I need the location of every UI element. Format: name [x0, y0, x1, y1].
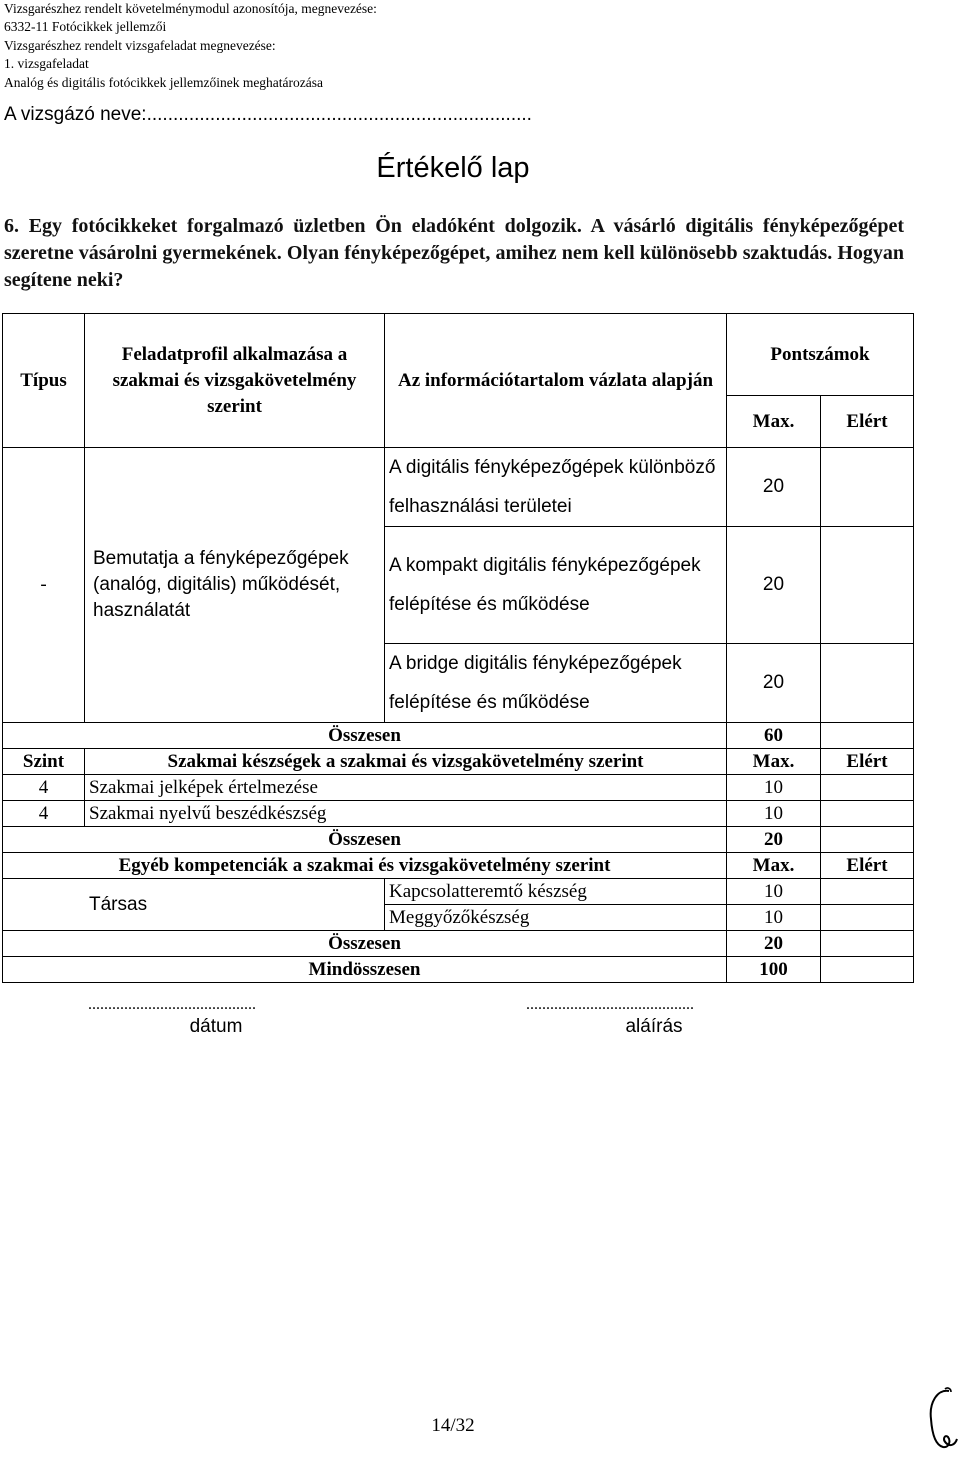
other-elert-2[interactable] — [821, 905, 914, 931]
skill-max-1: 10 — [727, 775, 821, 801]
sum3-label: Összesen — [3, 931, 727, 957]
skills-header: Szakmai készségek a szakmai és vizsgakövetelmény szerint — [85, 749, 727, 775]
sum1-elert[interactable] — [821, 723, 914, 749]
max-item-1: 20 — [727, 448, 821, 527]
skills-header-row — [3, 749, 914, 775]
sum3-elert[interactable] — [821, 931, 914, 957]
other-max-header: Max. — [727, 853, 821, 879]
col-szint-header: Szint — [3, 749, 85, 775]
sum-row-3 — [3, 931, 914, 957]
other-elert-1[interactable] — [821, 879, 914, 905]
header-module-name: 6332-11 Fotócikkek jellemzői — [4, 19, 167, 35]
elert-item-1[interactable] — [821, 448, 914, 527]
elert-item-3[interactable] — [821, 644, 914, 723]
other-header-row — [3, 853, 914, 879]
page-title: Értékelő lap — [376, 152, 530, 184]
info-item-2: A kompakt digitális fényképezőgépek felépítése és működése — [385, 527, 727, 644]
col-points-header: Pontszámok — [727, 314, 914, 396]
skill-elert-1[interactable] — [821, 775, 914, 801]
date-label: dátum — [189, 1016, 243, 1037]
col-tipus-header: Típus — [3, 314, 85, 448]
other-name-2: Meggyőzőkészség — [385, 905, 727, 931]
sum-row-2 — [3, 827, 914, 853]
other-elert-header: Elért — [821, 853, 914, 879]
info-item-3: A bridge digitális fényképezőgépek felépítése és működése — [385, 644, 727, 723]
header-task-number: 1. vizsgafeladat — [4, 56, 89, 72]
elert-item-2[interactable] — [821, 527, 914, 644]
header-task-label: Vizsgarészhez rendelt vizsgafeladat megnevezése: — [4, 37, 276, 53]
sum2-value: 20 — [727, 827, 821, 853]
max-item-3: 20 — [727, 644, 821, 723]
skill-max-2: 10 — [727, 801, 821, 827]
col-info-header: Az információtartalom vázlata alapján — [385, 314, 727, 448]
skill-elert-2[interactable] — [821, 801, 914, 827]
header-task-name: Analóg és digitális fotócikkek jellemzőinek meghatározása — [4, 74, 324, 90]
info-item-1: A digitális fényképezőgépek különböző felhasználási területei — [385, 448, 727, 527]
header-module-label: Vizsgarészhez rendelt követelménymodul azonosítója, megnevezése: — [4, 1, 377, 16]
table-row — [3, 448, 914, 527]
col-profile-header: Feladatprofil alkalmazása a szakmai és vizsgakövetelmény szerint — [85, 314, 385, 448]
skill-level-1: 4 — [3, 775, 85, 801]
skill-name-1: Szakmai jelképek értelmezése — [85, 775, 727, 801]
document-header — [4, 0, 377, 92]
type-cell: - — [3, 448, 85, 723]
col-max-header: Max. — [727, 396, 821, 448]
handwritten-initial-mark — [915, 1385, 959, 1457]
skill-level-2: 4 — [3, 801, 85, 827]
page-number: 14/32 — [431, 1415, 475, 1436]
task-description: 6. Egy fotócikkeket forgalmazó üzletben Ön eladóként dolgozik. A vásárló digitális fényképezőgépet szeretne vásárolni gyermekének. Olyan fényképezőgépet, amihez nem kell különösebb szaktudás. Hogyan segítene neki? — [4, 215, 904, 291]
skills-elert-header: Elért — [821, 749, 914, 775]
sum1-label: Összesen — [3, 723, 727, 749]
sum1-value: 60 — [727, 723, 821, 749]
sum-row-1 — [3, 723, 914, 749]
evaluation-table — [2, 313, 914, 983]
candidate-name-line: A vizsgázó neve:......................................................................... — [4, 104, 532, 125]
col-elert-header: Elért — [821, 396, 914, 448]
profile-cell: Bemutatja a fényképezőgépek (analóg, digitális) működését, használatát — [85, 448, 385, 723]
sum2-label: Összesen — [3, 827, 727, 853]
signature-dots: .......................................... — [526, 996, 694, 1013]
other-header: Egyéb kompetenciák a szakmai és vizsgakövetelmény szerint — [3, 853, 727, 879]
sum3-value: 20 — [727, 931, 821, 957]
grand-total-value: 100 — [727, 957, 821, 983]
other-max-2: 10 — [727, 905, 821, 931]
other-max-1: 10 — [727, 879, 821, 905]
date-dots: .......................................... — [88, 996, 256, 1013]
table-row — [3, 879, 914, 905]
signature-label: aláírás — [625, 1016, 683, 1037]
table-header-row — [3, 314, 914, 396]
skill-name-2: Szakmai nyelvű beszédkészség — [85, 801, 727, 827]
skills-max-header: Max. — [727, 749, 821, 775]
max-item-2: 20 — [727, 527, 821, 644]
grand-total-label: Mindösszesen — [3, 957, 727, 983]
grand-total-elert[interactable] — [821, 957, 914, 983]
table-row — [3, 775, 914, 801]
table-row — [3, 801, 914, 827]
other-name-1: Kapcsolatteremtő készség — [385, 879, 727, 905]
other-group: Társas — [3, 879, 385, 931]
sum2-elert[interactable] — [821, 827, 914, 853]
grand-total-row — [3, 957, 914, 983]
